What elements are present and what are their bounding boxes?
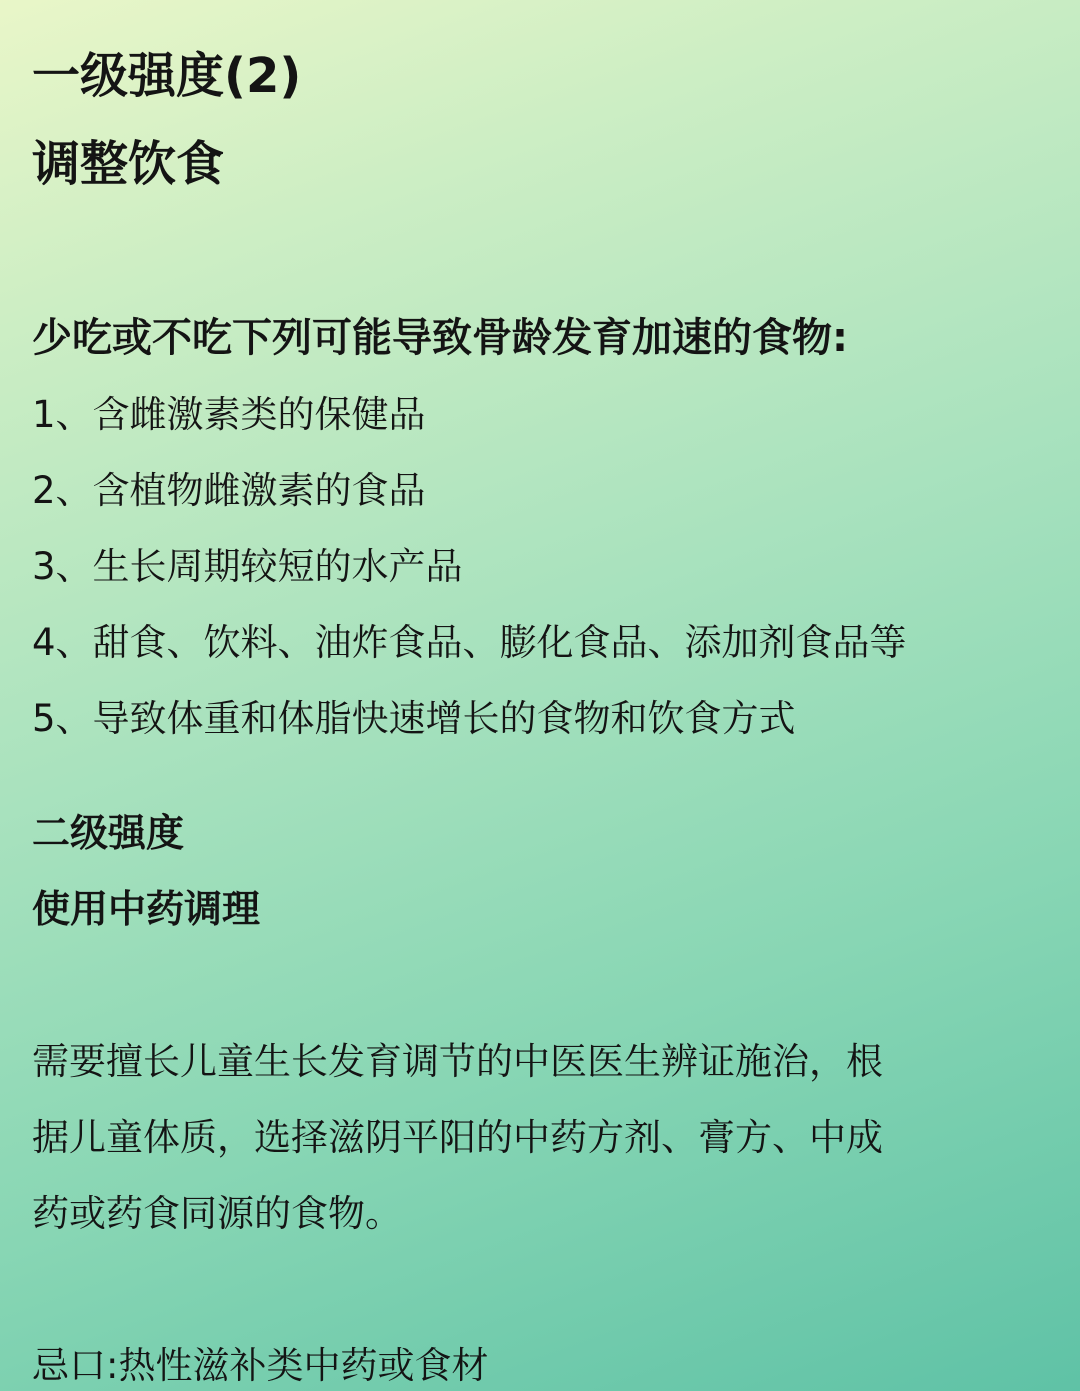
list-item: 4、甜食、饮料、油炸食品、膨化食品、添加剂食品等 — [32, 621, 907, 664]
list-item: 5、导致体重和体脂快速增长的食物和饮食方式 — [32, 697, 796, 740]
paragraph-line: 药或药食同源的食物。 — [32, 1192, 402, 1235]
section-1-title: 一级强度(2) — [32, 48, 302, 104]
paragraph-line: 需要擅长儿童生长发育调节的中医医生辨证施治，根 — [32, 1040, 883, 1083]
paragraph-line: 据儿童体质，选择滋阴平阳的中药方剂、膏方、中成 — [32, 1116, 883, 1159]
list-item: 1、含雌激素类的保健品 — [32, 393, 426, 436]
section-2-title: 二级强度 — [32, 811, 185, 855]
list-item: 3、生长周期较短的水产品 — [32, 545, 463, 588]
section-1-subtitle: 调整饮食 — [32, 136, 225, 192]
avoid-note: 忌口:热性滋补类中药或食材 — [32, 1344, 489, 1387]
section-1-intro: 少吃或不吃下列可能导致骨龄发育加速的食物: — [32, 315, 848, 361]
section-2-subtitle: 使用中药调理 — [32, 887, 261, 931]
list-item: 2、含植物雌激素的食品 — [32, 469, 426, 512]
